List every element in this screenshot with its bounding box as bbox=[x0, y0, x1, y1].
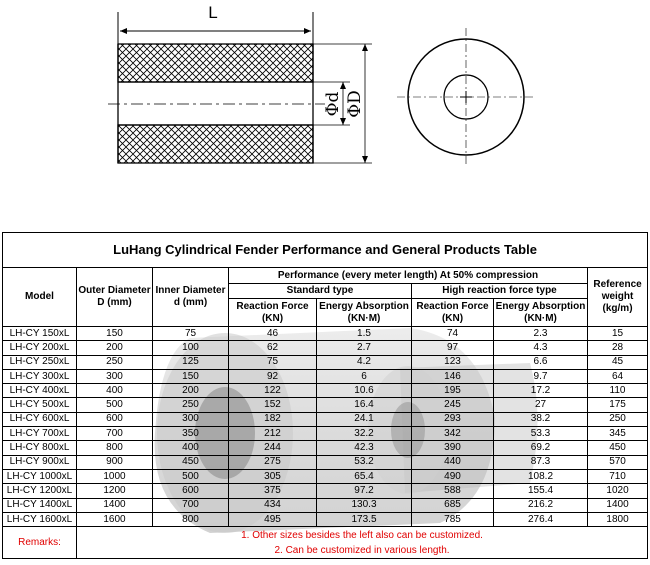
cell-high-reaction-force: 123 bbox=[412, 355, 494, 369]
table-row bbox=[3, 341, 648, 355]
cell-outer-diameter: 500 bbox=[77, 398, 153, 412]
header-std-energy-absorption: Energy Absorption (KN·M) bbox=[317, 299, 412, 327]
cell-std-reaction-force: 122 bbox=[229, 384, 317, 398]
table-row bbox=[3, 441, 648, 455]
header-high-reaction-force: Reaction Force (KN) bbox=[412, 299, 494, 327]
cell-high-reaction-force: 342 bbox=[412, 427, 494, 441]
cell-std-energy-absorption: 65.4 bbox=[317, 469, 412, 483]
cell-inner-diameter: 500 bbox=[153, 469, 229, 483]
cell-high-energy-absorption: 155.4 bbox=[494, 484, 588, 498]
cell-model: LH-CY 150xL bbox=[3, 327, 77, 341]
table-row bbox=[3, 398, 648, 412]
cell-high-energy-absorption: 276.4 bbox=[494, 512, 588, 526]
header-std-reaction-force: Reaction Force (KN) bbox=[229, 299, 317, 327]
cell-high-reaction-force: 245 bbox=[412, 398, 494, 412]
cell-high-reaction-force: 195 bbox=[412, 384, 494, 398]
table-row bbox=[3, 327, 648, 341]
cell-std-energy-absorption: 130.3 bbox=[317, 498, 412, 512]
cell-reference-weight: 15 bbox=[588, 327, 648, 341]
cell-model: LH-CY 800xL bbox=[3, 441, 77, 455]
cell-high-reaction-force: 588 bbox=[412, 484, 494, 498]
outer-diameter-label: ΦD bbox=[345, 90, 365, 118]
cell-reference-weight: 1400 bbox=[588, 498, 648, 512]
cell-std-reaction-force: 46 bbox=[229, 327, 317, 341]
cell-outer-diameter: 900 bbox=[77, 455, 153, 469]
cell-model: LH-CY 700xL bbox=[3, 427, 77, 441]
cell-inner-diameter: 700 bbox=[153, 498, 229, 512]
cell-high-reaction-force: 74 bbox=[412, 327, 494, 341]
cell-outer-diameter: 1000 bbox=[77, 469, 153, 483]
cell-std-energy-absorption: 10.6 bbox=[317, 384, 412, 398]
cell-std-reaction-force: 92 bbox=[229, 369, 317, 383]
technical-drawing bbox=[0, 0, 650, 230]
cell-model: LH-CY 500xL bbox=[3, 398, 77, 412]
cell-high-energy-absorption: 17.2 bbox=[494, 384, 588, 398]
cell-high-energy-absorption: 108.2 bbox=[494, 469, 588, 483]
cell-inner-diameter: 200 bbox=[153, 384, 229, 398]
cell-std-energy-absorption: 2.7 bbox=[317, 341, 412, 355]
cell-std-reaction-force: 75 bbox=[229, 355, 317, 369]
header-standard-type: Standard type bbox=[229, 284, 412, 299]
cell-inner-diameter: 150 bbox=[153, 369, 229, 383]
cell-inner-diameter: 800 bbox=[153, 512, 229, 526]
cell-model: LH-CY 1000xL bbox=[3, 469, 77, 483]
cell-high-reaction-force: 97 bbox=[412, 341, 494, 355]
header-inner-diameter: Inner Diameter d (mm) bbox=[153, 268, 229, 327]
cell-std-reaction-force: 275 bbox=[229, 455, 317, 469]
header-performance: Performance (every meter length) At 50% compression bbox=[229, 268, 588, 284]
cell-inner-diameter: 450 bbox=[153, 455, 229, 469]
cell-high-energy-absorption: 38.2 bbox=[494, 412, 588, 426]
cell-outer-diameter: 1200 bbox=[77, 484, 153, 498]
table-row bbox=[3, 512, 648, 526]
cell-inner-diameter: 350 bbox=[153, 427, 229, 441]
cell-outer-diameter: 1400 bbox=[77, 498, 153, 512]
cell-model: LH-CY 250xL bbox=[3, 355, 77, 369]
cell-reference-weight: 64 bbox=[588, 369, 648, 383]
cell-reference-weight: 110 bbox=[588, 384, 648, 398]
cell-high-energy-absorption: 87.3 bbox=[494, 455, 588, 469]
cell-high-energy-absorption: 53.3 bbox=[494, 427, 588, 441]
cell-outer-diameter: 700 bbox=[77, 427, 153, 441]
cell-reference-weight: 1800 bbox=[588, 512, 648, 526]
cell-std-reaction-force: 434 bbox=[229, 498, 317, 512]
cell-outer-diameter: 300 bbox=[77, 369, 153, 383]
cell-high-reaction-force: 785 bbox=[412, 512, 494, 526]
cell-inner-diameter: 75 bbox=[153, 327, 229, 341]
header-model: Model bbox=[3, 268, 77, 327]
cell-std-energy-absorption: 173.5 bbox=[317, 512, 412, 526]
cell-std-energy-absorption: 1.5 bbox=[317, 327, 412, 341]
cell-model: LH-CY 900xL bbox=[3, 455, 77, 469]
cell-outer-diameter: 800 bbox=[77, 441, 153, 455]
cell-reference-weight: 175 bbox=[588, 398, 648, 412]
table-row bbox=[3, 469, 648, 483]
cell-std-reaction-force: 495 bbox=[229, 512, 317, 526]
cell-std-reaction-force: 305 bbox=[229, 469, 317, 483]
cell-high-reaction-force: 390 bbox=[412, 441, 494, 455]
cell-reference-weight: 710 bbox=[588, 469, 648, 483]
cell-std-reaction-force: 212 bbox=[229, 427, 317, 441]
cell-reference-weight: 45 bbox=[588, 355, 648, 369]
cell-std-energy-absorption: 32.2 bbox=[317, 427, 412, 441]
fender-spec-table bbox=[2, 232, 648, 559]
cell-std-reaction-force: 62 bbox=[229, 341, 317, 355]
cell-std-reaction-force: 152 bbox=[229, 398, 317, 412]
cell-outer-diameter: 1600 bbox=[77, 512, 153, 526]
inner-diameter-label: Φd bbox=[323, 91, 343, 117]
cell-high-energy-absorption: 27 bbox=[494, 398, 588, 412]
cell-reference-weight: 250 bbox=[588, 412, 648, 426]
cell-std-reaction-force: 244 bbox=[229, 441, 317, 455]
cell-inner-diameter: 600 bbox=[153, 484, 229, 498]
fender-end-view bbox=[397, 28, 535, 166]
cell-model: LH-CY 1200xL bbox=[3, 484, 77, 498]
cell-std-reaction-force: 375 bbox=[229, 484, 317, 498]
cell-std-energy-absorption: 97.2 bbox=[317, 484, 412, 498]
remarks-text bbox=[77, 527, 648, 559]
cell-std-energy-absorption: 4.2 bbox=[317, 355, 412, 369]
cell-high-reaction-force: 293 bbox=[412, 412, 494, 426]
table-title: LuHang Cylindrical Fender Performance and General Products Table bbox=[3, 233, 648, 268]
cell-reference-weight: 570 bbox=[588, 455, 648, 469]
cell-reference-weight: 345 bbox=[588, 427, 648, 441]
cell-inner-diameter: 400 bbox=[153, 441, 229, 455]
fender-side-view bbox=[108, 44, 325, 163]
cell-high-energy-absorption: 9.7 bbox=[494, 369, 588, 383]
table-row bbox=[3, 355, 648, 369]
cell-inner-diameter: 125 bbox=[153, 355, 229, 369]
table-row bbox=[3, 455, 648, 469]
cell-high-reaction-force: 490 bbox=[412, 469, 494, 483]
cell-std-energy-absorption: 53.2 bbox=[317, 455, 412, 469]
cell-high-energy-absorption: 4.3 bbox=[494, 341, 588, 355]
cell-high-energy-absorption: 216.2 bbox=[494, 498, 588, 512]
cell-outer-diameter: 200 bbox=[77, 341, 153, 355]
cell-reference-weight: 1020 bbox=[588, 484, 648, 498]
cell-model: LH-CY 300xL bbox=[3, 369, 77, 383]
cell-model: LH-CY 400xL bbox=[3, 384, 77, 398]
table-row bbox=[3, 484, 648, 498]
cell-reference-weight: 450 bbox=[588, 441, 648, 455]
cell-high-reaction-force: 146 bbox=[412, 369, 494, 383]
cell-inner-diameter: 250 bbox=[153, 398, 229, 412]
cell-std-energy-absorption: 6 bbox=[317, 369, 412, 383]
cell-inner-diameter: 100 bbox=[153, 341, 229, 355]
cell-high-reaction-force: 685 bbox=[412, 498, 494, 512]
cell-high-energy-absorption: 2.3 bbox=[494, 327, 588, 341]
table-row bbox=[3, 369, 648, 383]
cell-std-reaction-force: 182 bbox=[229, 412, 317, 426]
header-reference-weight: Reference weight (kg/m) bbox=[588, 268, 648, 327]
remark-line: 2. Can be customized in various length. bbox=[274, 544, 450, 556]
header-outer-diameter: Outer Diameter D (mm) bbox=[77, 268, 153, 327]
cell-high-energy-absorption: 6.6 bbox=[494, 355, 588, 369]
cell-high-reaction-force: 440 bbox=[412, 455, 494, 469]
cell-std-energy-absorption: 16.4 bbox=[317, 398, 412, 412]
length-label: L bbox=[208, 3, 218, 22]
remarks-label: Remarks: bbox=[3, 527, 77, 559]
cell-model: LH-CY 200xL bbox=[3, 341, 77, 355]
table-row bbox=[3, 412, 648, 426]
cell-outer-diameter: 250 bbox=[77, 355, 153, 369]
cell-inner-diameter: 300 bbox=[153, 412, 229, 426]
table-row bbox=[3, 498, 648, 512]
cell-std-energy-absorption: 42.3 bbox=[317, 441, 412, 455]
cell-outer-diameter: 600 bbox=[77, 412, 153, 426]
remark-line: 1. Other sizes besides the left also can be customized. bbox=[241, 529, 483, 541]
cell-high-energy-absorption: 69.2 bbox=[494, 441, 588, 455]
cell-reference-weight: 28 bbox=[588, 341, 648, 355]
cell-model: LH-CY 1400xL bbox=[3, 498, 77, 512]
header-high-reaction-type: High reaction force type bbox=[412, 284, 588, 299]
header-high-energy-absorption: Energy Absorption (KN·M) bbox=[494, 299, 588, 327]
cell-model: LH-CY 600xL bbox=[3, 412, 77, 426]
table-row bbox=[3, 427, 648, 441]
cell-std-energy-absorption: 24.1 bbox=[317, 412, 412, 426]
cell-model: LH-CY 1600xL bbox=[3, 512, 77, 526]
cell-outer-diameter: 150 bbox=[77, 327, 153, 341]
cell-outer-diameter: 400 bbox=[77, 384, 153, 398]
table-row bbox=[3, 384, 648, 398]
